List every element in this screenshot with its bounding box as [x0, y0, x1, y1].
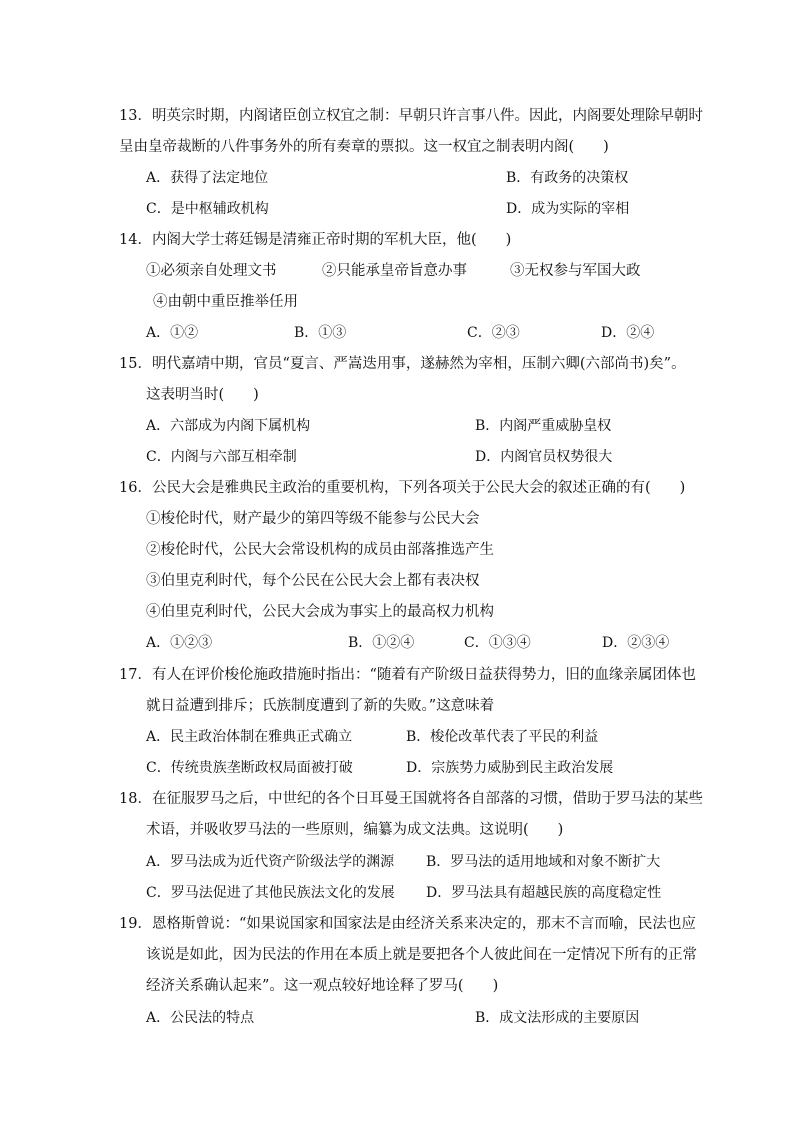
q13-stem-line-1: 13．明英宗时期，内阁诸臣创立权宜之制：早朝只许言事八件。因此，内阁要处理除早朝时 — [119, 108, 703, 124]
q14-item-3: ③无权参与军国大政 — [510, 263, 641, 279]
q14-item-1: ①必须亲自处理文书 — [146, 263, 277, 279]
q17-option-a: A．民主政治体制在雅典正式确立 — [146, 729, 353, 745]
q15-option-a: A．六部成为内阁下属机构 — [146, 418, 311, 434]
q14-option-d: D．②④ — [601, 325, 655, 341]
q19-option-a: A．公民法的特点 — [146, 1010, 255, 1026]
q19-option-b: B．成文法形成的主要原因 — [475, 1010, 640, 1026]
q13-option-d: D．成为实际的宰相 — [506, 201, 630, 217]
q13-option-c: C．是中枢辅政机构 — [146, 201, 269, 217]
q19-stem-line-3: 经济关系确认起来”。这一观点较好地诠释了罗马( ) — [146, 978, 499, 994]
q15-stem-line-1: 15．明代嘉靖中期，官员“夏言、严嵩迭用事，遂赫然为宰相，压制六卿(六部尚书)矣”。 — [119, 356, 686, 372]
q16-item-3: ③伯里克利时代，每个公民在公民大会上都有表决权 — [146, 573, 480, 589]
q15-stem-line-2: 这表明当时( ) — [146, 387, 259, 403]
q16-option-c: C．①③④ — [464, 635, 531, 651]
q13-option-b: B．有政务的决策权 — [506, 170, 629, 186]
q16-option-d: D．②③④ — [602, 635, 670, 651]
q15-option-d: D．内阁官员权势很大 — [475, 449, 613, 465]
q14-stem-line-1: 14．内阁大学士蒋廷锡是清雍正帝时期的军机大臣，他( ) — [119, 232, 512, 248]
q18-stem-line-2: 术语，并吸收罗马法的一些原则，编纂为成文法典。这说明( ) — [146, 822, 564, 838]
q13-stem-line-2: 呈由皇帝裁断的八件事务外的所有奏章的票拟。这一权宜之制表明内阁( ) — [119, 139, 609, 155]
q14-option-c: C．②③ — [467, 325, 520, 341]
q17-stem-line-1: 17．有人在评价梭伦施政措施时指出：“随着有产阶级日益获得势力，旧的血缘亲属团体也 — [119, 667, 696, 683]
q16-item-4: ④伯里克利时代，公民大会成为事实上的最高权力机构 — [146, 604, 494, 620]
q16-option-b: B．①②④ — [348, 635, 415, 651]
q16-option-a: A．①②③ — [146, 635, 213, 651]
q19-stem-line-1: 19．恩格斯曾说：“如果说国家和国家法是由经济关系来决定的，那末不言而喻，民法也应 — [119, 916, 696, 932]
q14-option-a: A．①② — [146, 325, 199, 341]
q18-option-b: B．罗马法的适用地域和对象不断扩大 — [426, 854, 661, 870]
q17-stem-line-2: 就日益遭到排斥；氏族制度遭到了新的失败。”这意味着 — [146, 698, 495, 714]
q14-option-b: B．①③ — [294, 325, 347, 341]
q14-item-2: ②只能承皇帝旨意办事 — [322, 263, 467, 279]
q15-option-c: C．内阁与六部互相牵制 — [146, 449, 297, 465]
q18-option-d: D．罗马法具有超越民族的高度稳定性 — [426, 885, 662, 901]
q17-option-d: D．宗族势力威胁到民主政治发展 — [406, 760, 614, 776]
q16-item-1: ①梭伦时代，财产最少的第四等级不能参与公民大会 — [146, 511, 480, 527]
q16-item-2: ②梭伦时代，公民大会常设机构的成员由部落推选产生 — [146, 542, 494, 558]
q17-option-c: C．传统贵族垄断政权局面被打破 — [146, 760, 353, 776]
q18-option-a: A．罗马法成为近代资产阶级法学的渊源 — [146, 854, 395, 870]
q14-item-4: ④由朝中重臣推举任用 — [153, 294, 298, 310]
q15-option-b: B．内阁严重威胁皇权 — [475, 418, 612, 434]
q17-option-b: B．梭伦改革代表了平民的利益 — [406, 729, 599, 745]
q18-stem-line-1: 18．在征服罗马之后，中世纪的各个日耳曼王国就将各自部落的习惯，借助于罗马法的某些 — [119, 791, 703, 807]
q18-option-c: C．罗马法促进了其他民族法文化的发展 — [146, 885, 395, 901]
q13-option-a: A．获得了法定地位 — [146, 170, 269, 186]
q16-stem-line-1: 16．公民大会是雅典民主政治的重要机构，下列各项关于公民大会的叙述正确的有( ) — [119, 480, 686, 496]
q19-stem-line-2: 该说是如此，因为民法的作用在本质上就是要把各个人彼此间在一定情况下所有的正常 — [146, 947, 697, 963]
